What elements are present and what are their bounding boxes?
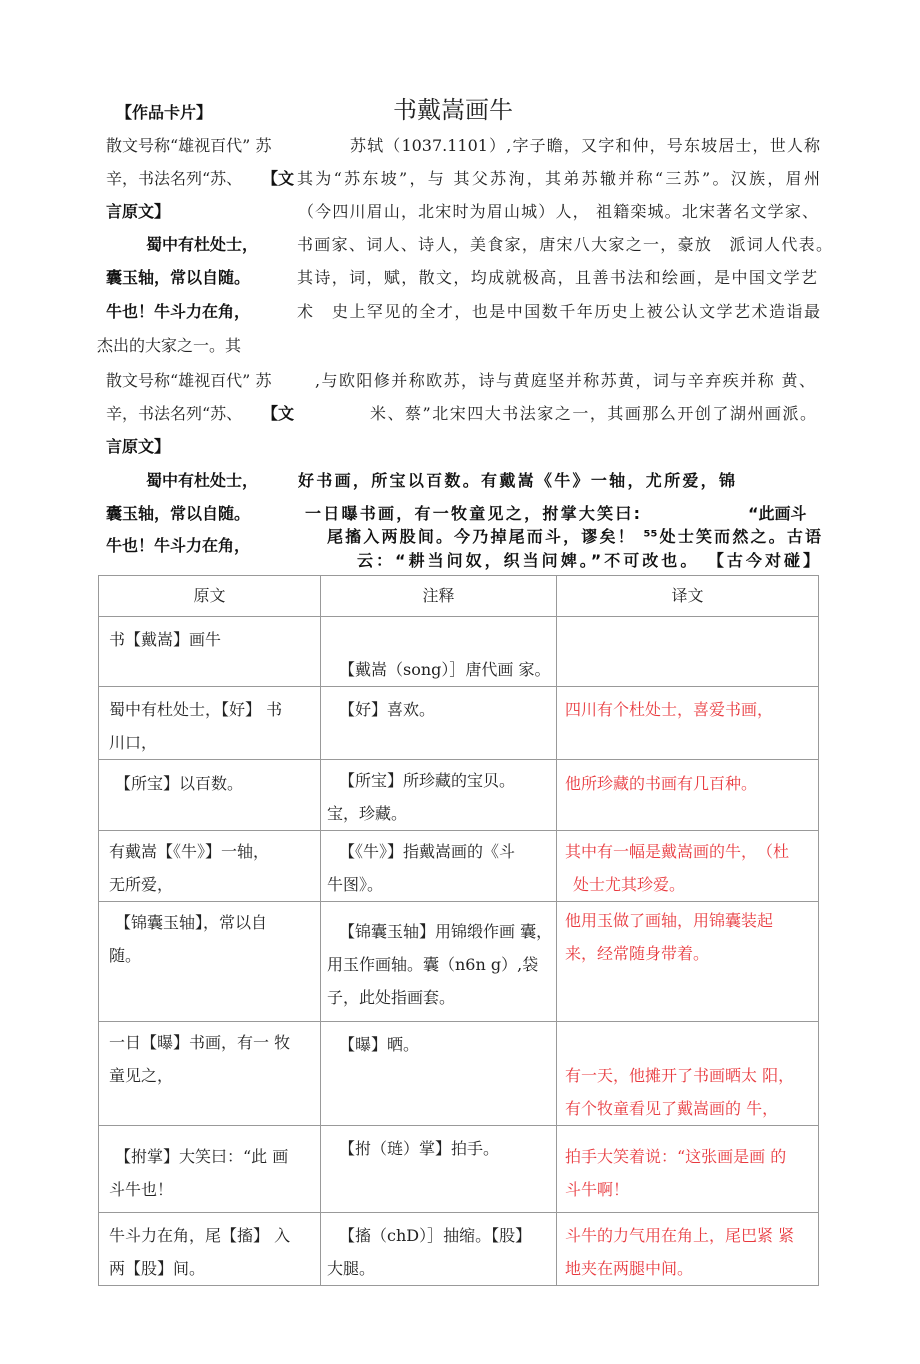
cell-line: 拍手大笑着说：“这张画是画 的 [565, 1147, 787, 1166]
cell-line: 【戴嵩（song）］唐代画 家。 [339, 660, 551, 679]
original-text-line: 好书画，所宝以百数。有戴嵩《牛》一轴，尤所爱，锦 [298, 471, 735, 490]
cell-line: 【所宝】以百数。 [115, 774, 244, 793]
cell-line: 【《牛》】指戴嵩画的《斗 [339, 842, 516, 861]
cell-line: 其中有一幅是戴嵩画的牛， （杜 [565, 842, 790, 861]
original-text-line: 尾搐入两股间。今乃掉尾而斗，谬矣！ ⁵⁵处士笑而然之。古语 [327, 527, 821, 546]
left-line: 辛，书法名列“苏、 [106, 404, 243, 423]
left-line: 蜀中有杜处士， [146, 471, 259, 490]
cell-line: 蜀中有杜处士，【好】 书 [109, 700, 283, 719]
bio-line: ,与欧阳修并称欧苏，诗与黄庭坚并称苏黄，词与辛弃疾并称 黄、 [315, 371, 815, 390]
left-line: 散文号称“雄视百代” 苏 [106, 371, 272, 390]
left-line: 【文 [262, 169, 295, 188]
table-row [99, 902, 819, 1022]
cell-line: 无所爱， [109, 875, 174, 894]
left-line: 散文号称“雄视百代” 苏 [106, 136, 272, 155]
header-notes: 注释 [321, 576, 557, 617]
cell-line: 斗牛的力气用在角上，尾巴紧 紧 [565, 1226, 795, 1245]
bio-line: （今四川眉山，北宋时为眉山城）人， 祖籍栾城。北宋著名文学家、 [298, 202, 818, 221]
cell-line: 处士尤其珍爱。 [573, 875, 686, 894]
header-translation: 译文 [557, 576, 819, 617]
card-label: 【作品卡片】 [116, 103, 213, 122]
cell-line: 【搐（chD）］抽缩。【股】 [339, 1226, 532, 1245]
cell-line: 四川有个杜处士，喜爱书画， [565, 700, 774, 719]
left-line: 杰出的大家之一。其 [97, 336, 242, 355]
cell-line: 【锦囊玉轴】用锦缎作画 囊， [339, 922, 553, 941]
cell-line: 随。 [109, 946, 142, 965]
cell-line: 【好】喜欢。 [339, 700, 436, 719]
table-row [99, 687, 819, 760]
bio-line: 苏轼（1037.1101）,字子瞻，又字和仲，号东坡居士，世人称 [350, 136, 820, 155]
left-line: 牛也！牛斗力在角， [106, 536, 251, 555]
left-line: 囊玉轴，常以自随。 [106, 504, 251, 523]
bio-line: 其为“苏东坡”，与 其父苏洵，其弟苏辙并称“三苏”。汉族，眉州 [297, 169, 820, 188]
page-title: 书戴嵩画牛 [393, 96, 513, 124]
cell-line: 子，此处指画套。 [327, 988, 456, 1007]
annotation-table [98, 575, 819, 1286]
table-header-row [99, 576, 819, 617]
cell-line: 地夹在两腿中间。 [565, 1259, 694, 1278]
left-line: 辛，书法名列“苏、 [106, 169, 243, 188]
cell-line: 书【戴嵩】画牛 [109, 630, 222, 649]
cell-line: 大腿。 [327, 1259, 376, 1278]
cell-line: 牛图》。 [327, 875, 384, 894]
cell-line: 【拊掌】大笑曰：“此 画 [115, 1147, 289, 1166]
bio-line: 其诗，词，赋，散文，均成就极高，且善书法和绘画，是中国文学艺 [297, 268, 817, 287]
table-row [99, 831, 819, 902]
bio-line: 术 史上罕见的全才，也是中国数千年历史上被公认文学艺术造诣最 [297, 302, 820, 321]
original-text-line: 云：“耕当问奴，织当问婢。”不可改也。 【古今对碰】 [357, 551, 819, 570]
original-text-line: 一日曝书画，有一牧童见之，拊掌大笑曰: [305, 504, 640, 523]
table-row [99, 1022, 819, 1126]
cell-line: 童见之， [109, 1066, 174, 1085]
cell-line: 他用玉做了画轴，用锦囊装起 [565, 911, 774, 930]
original-text-line: “此画斗 [748, 504, 807, 523]
cell-line: 有戴嵩【《牛》】一轴， [109, 842, 270, 861]
cell-line: 斗牛也！ [109, 1180, 174, 1199]
cell-line: 斗牛啊！ [565, 1180, 630, 1199]
cell-line: 川口， [109, 733, 158, 752]
table-row [99, 1213, 819, 1286]
cell-line: 他所珍藏的书画有几百种。 [565, 774, 758, 793]
left-line: 牛也！牛斗力在角， [106, 302, 251, 321]
cell-line: 宝，珍藏。 [327, 804, 408, 823]
cell-line: 【所宝】所珍藏的宝贝。 [339, 771, 516, 790]
left-line: 囊玉轴，常以自随。 [106, 268, 251, 287]
header-original: 原文 [99, 576, 321, 617]
table-row [99, 1126, 819, 1213]
cell-line: 一日【曝】书画，有一 牧 [109, 1033, 291, 1052]
cell-line: 牛斗力在角，尾【搐】 入 [109, 1226, 291, 1245]
bio-line: 米、蔡”北宋四大书法家之一，其画那么开创了湖州画派。 [370, 404, 816, 423]
left-line: 言原文】 [106, 437, 171, 456]
cell-line: 来，经常随身带着。 [565, 944, 710, 963]
left-line: 【文 [262, 404, 295, 423]
cell-line: 【锦囊玉轴】，常以自 [115, 913, 268, 932]
bio-line: 书画家、词人、诗人，美食家，唐宋八大家之一，豪放 派词人代表。 [297, 235, 832, 254]
left-line: 言原文】 [106, 202, 171, 221]
cell-line: 有一天，他摊开了书画晒太 阳， [565, 1066, 795, 1085]
cell-line: 有个牧童看见了戴嵩画的 牛， [565, 1099, 779, 1118]
cell-line: 用玉作画轴。囊（n6n g）,袋 [327, 955, 539, 974]
table-row [99, 617, 819, 687]
left-line: 蜀中有杜处士， [146, 235, 259, 254]
cell-line: 【拊（琏）掌】拍手。 [339, 1139, 500, 1158]
table-row [99, 760, 819, 831]
cell-line: 【曝】晒。 [339, 1035, 420, 1054]
cell-line: 两【股】间。 [109, 1259, 206, 1278]
